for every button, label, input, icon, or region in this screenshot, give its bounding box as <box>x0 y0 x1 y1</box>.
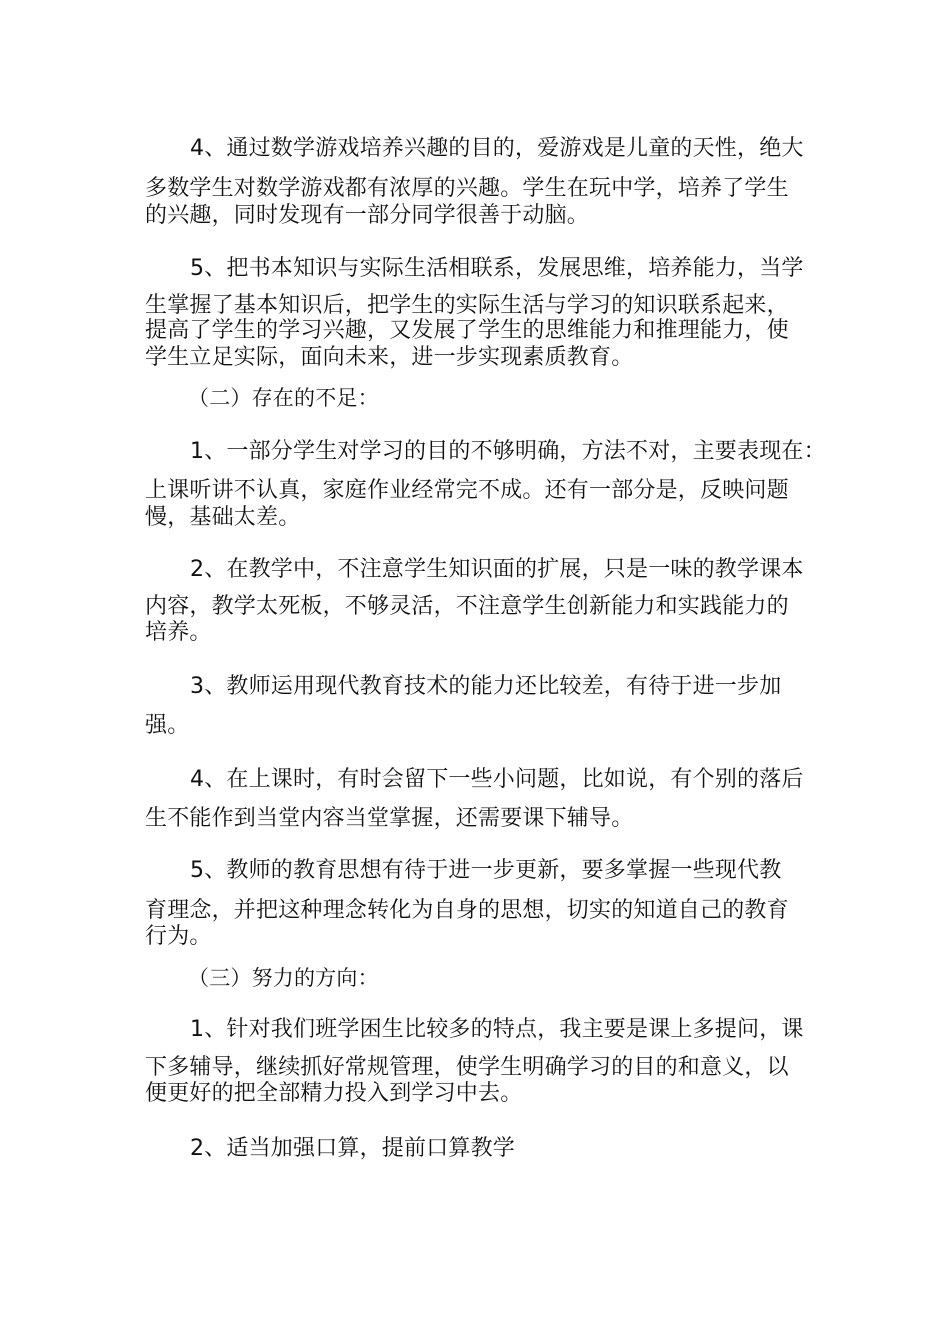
direction-1-line-2: 下多辅导，继续抓好常规管理，使学生明确学习的目的和意义，以 <box>145 1055 789 1080</box>
shortcoming-2-line-2: 内容，教学太死板，不够灵活，不注意学生创新能力和实践能力的 <box>145 594 789 619</box>
shortcoming-2-line-1: 2、在教学中，不注意学生知识面的扩展，只是一味的教学课本 <box>190 557 804 582</box>
section-heading-shortcomings: （二）存在的不足： <box>188 386 379 410</box>
shortcoming-1-line-3: 慢，基础太差。 <box>145 505 301 530</box>
shortcoming-1-line-2: 上课听讲不认真，家庭作业经常完不成。还有一部分是，反映问题 <box>145 478 789 503</box>
shortcoming-4-line-2: 生不能作到当堂内容当堂掌握，还需要课下辅导。 <box>145 806 634 831</box>
paragraph-5-line-4: 学生立足实际，面向未来，进一步实现素质教育。 <box>145 345 634 370</box>
section-heading-direction: （三）努力的方向： <box>188 966 379 990</box>
paragraph-5-line-1: 5、把书本知识与实际生活相联系，发展思维，培养能力，当学 <box>190 256 804 281</box>
shortcoming-3-line-1: 3、教师运用现代教育技术的能力还比较差，有待于进一步加 <box>190 674 782 699</box>
shortcoming-3-line-2: 强。 <box>145 713 190 738</box>
paragraph-4-line-3: 的兴趣，同时发现有一部分同学很善于动脑。 <box>145 203 590 228</box>
paragraph-4-line-1: 4、通过数学游戏培养兴趣的目的，爱游戏是儿童的天性，绝大 <box>190 136 804 161</box>
paragraph-5-line-3: 提高了学生的学习兴趣，又发展了学生的思维能力和推理能力，使 <box>145 318 789 343</box>
direction-2-line-1: 2、适当加强口算，提前口算教学 <box>190 1136 515 1161</box>
shortcoming-5-line-2: 育理念，并把这种理念转化为自身的思想，切实的知道自己的教育 <box>145 898 789 923</box>
shortcoming-2-line-3: 培养。 <box>145 620 212 645</box>
shortcoming-1-line-1: 1、一部分学生对学习的目的不够明确，方法不对，主要表现在： <box>190 439 826 464</box>
shortcoming-4-line-1: 4、在上课时，有时会留下一些小问题，比如说，有个别的落后 <box>190 767 804 792</box>
shortcoming-5-line-1: 5、教师的教育思想有待于进一步更新，要多掌握一些现代教 <box>190 858 782 883</box>
paragraph-4-line-2: 多数学生对数学游戏都有浓厚的兴趣。学生在玩中学，培养了学生 <box>145 176 789 201</box>
direction-1-line-1: 1、针对我们班学困生比较多的特点，我主要是课上多提问，课 <box>190 1017 804 1042</box>
direction-1-line-3: 便更好的把全部精力投入到学习中去。 <box>145 1081 523 1106</box>
paragraph-5-line-2: 生掌握了基本知识后，把学生的实际生活与学习的知识联系起来， <box>145 293 789 318</box>
shortcoming-5-line-3: 行为。 <box>145 924 212 949</box>
